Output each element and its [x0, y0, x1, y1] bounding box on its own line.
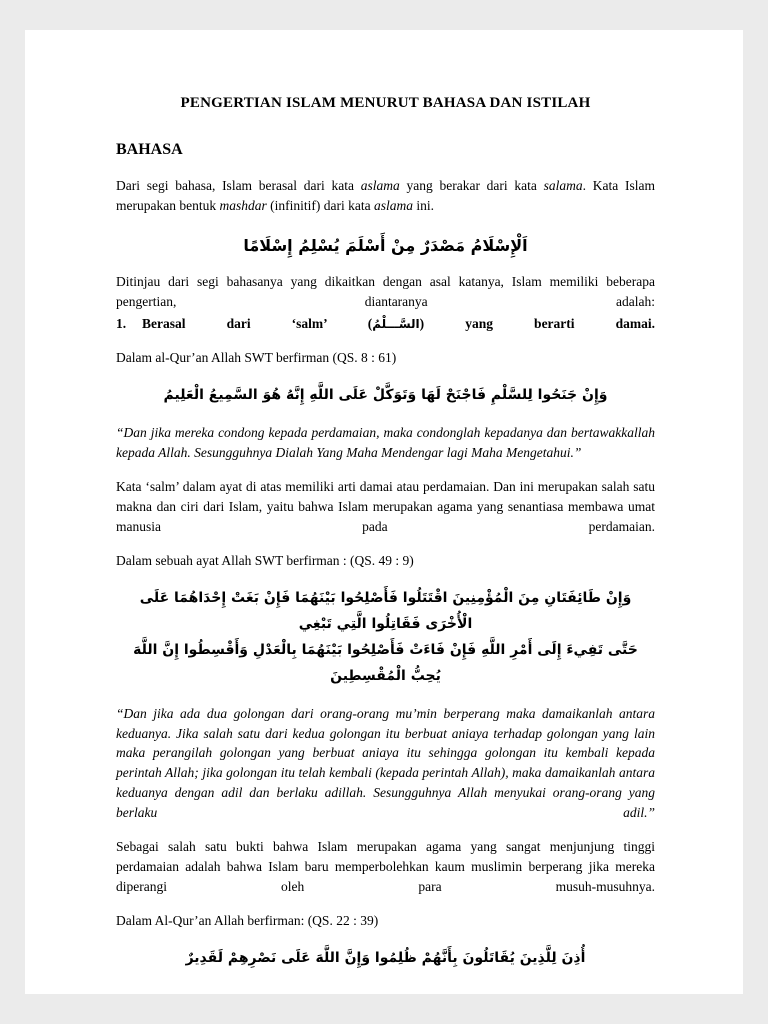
text-segment: Dari segi bahasa, Islam berasal dari kata — [116, 177, 361, 193]
text-segment: ini. — [412, 197, 434, 213]
text-segment: Berasal dari ‘salm’ ( — [142, 316, 373, 332]
quran-verse-49-9 — [116, 586, 655, 690]
paragraph-salm-meaning: Kata ‘salm’ dalam ayat di atas memiliki arti damai atau perdamaian. Dan ini merupakan salah satu makna dan ciri dari Islam, yaitu bahwa Islam merupakan agama yang senantiasa membawa umat manusia pada perdamaian. — [116, 479, 655, 535]
section-heading-bahasa: BAHASA — [116, 141, 183, 159]
paragraph-bukti: Sebagai salah satu bukti bahwa Islam merupakan agama yang sangat menjunjung tinggi perdamaian adalah bahwa Islam baru memperbolehkan kaum muslimin berperang jika mereka diperangi oleh para musuh-musuhnya. — [116, 839, 655, 895]
text-segment: . Kata Islam merupakan bentuk — [116, 177, 656, 213]
paragraph-translation2: “Dan jika ada dua golongan dari orang-orang mu’min berperang maka damaikanlah antara keduanya. Jika salah satu dari kedua golongan itu berbuat aniaya terhadap golongan yang lain maka perangilah golongan yang berbuat aniaya itu sehingga golongan itu kembali kepada perintah Allah; jika golongan itu telah kembali (kepada perintah Allah), maka damaikanlah antara keduanya dengan adil dan berlaku adillah. Sesungguhnya Allah menyukai orang-orang yang berlaku adil.” — [116, 705, 655, 821]
list-item-salm — [116, 314, 655, 334]
arabic-inline-salm: السَّـــلْمُ — [372, 317, 420, 332]
document-page — [25, 30, 743, 994]
list-item-number: 1. — [116, 316, 127, 332]
document-content — [25, 30, 743, 972]
italic-term-mashdar: mashdar — [219, 197, 267, 213]
quran-verse-22-39: أُذِنَ لِلَّذِينَ يُقَاتَلُونَ بِأَنَّهُمْ ظُلِمُوا وَإِنَّ اللَّهَ عَلَى نَصْرِهِمْ لَقَدِيرٌ — [185, 950, 586, 967]
document-title: PENGERTIAN ISLAM MENURUT BAHASA DAN ISTILAH — [180, 95, 591, 111]
text-segment: (infinitif) dari kata — [266, 197, 374, 213]
italic-term-salama: salama — [543, 177, 583, 193]
paragraph-translation1: “Dan jika mereka condong kepada perdamaian, maka condonglah kepadanya dan bertawakkallah kepada Allah. Sesungguhnya Dialah Yang Maha Mendengar lagi Maha Mengetahui.” — [116, 425, 655, 461]
verse-line-1: وَإِنْ طَائِفَتَانِ مِنَ الْمُؤْمِنِينَ اقْتَتَلُوا فَأَصْلِحُوا بَيْنَهُمَا فَإِنْ بَغَتْ إِحْدَاهُمَا عَلَى الْأُخْرَى فَقَاتِلُوا الَّتِي تَبْغِي — [139, 589, 632, 632]
italic-term-aslama-2: aslama — [373, 197, 413, 213]
paragraph-firman1-intro: Dalam al-Qur’an Allah SWT berfirman (QS. 8 : 61) — [116, 350, 397, 366]
paragraph-intro — [116, 176, 655, 216]
italic-term-aslama: aslama — [360, 177, 400, 193]
paragraph-firman3-intro: Dalam Al-Qur’an Allah berfirman: (QS. 22 : 39) — [116, 913, 379, 929]
quran-verse-8-61: وَإِنْ جَنَحُوا لِلسَّلْمِ فَاجْنَحْ لَهَا وَتَوَكَّلْ عَلَى اللَّهِ إِنَّهُ هُوَ السَّمِيعُ الْعَلِيمُ — [163, 387, 608, 404]
paragraph-firman2-intro: Dalam sebuah ayat Allah SWT berfirman : (QS. 49 : 9) — [116, 553, 414, 568]
verse-line-2: حَتَّى تَفِيءَ إِلَى أَمْرِ اللَّهِ فَإِنْ فَاءَتْ فَأَصْلِحُوا بَيْنَهُمَا بِالْعَدْلِ وَأَقْسِطُوا إِنَّ اللَّهَ يُحِبُّ الْمُقْسِطِينَ — [133, 641, 638, 684]
paragraph-tinjauan: Ditinjau dari segi bahasanya yang dikaitkan dengan asal katanya, Islam memiliki beberapa pengertian, diantaranya adalah: — [116, 274, 655, 310]
text-segment: ) yang berarti damai. — [419, 316, 655, 332]
text-segment: yang berakar dari kata — [399, 177, 544, 193]
arabic-definition-line: اَلْإِسْلَامُ مَصْدَرٌ مِنْ أَسْلَمَ يُسْلِمُ إِسْلَامًا — [243, 235, 528, 255]
